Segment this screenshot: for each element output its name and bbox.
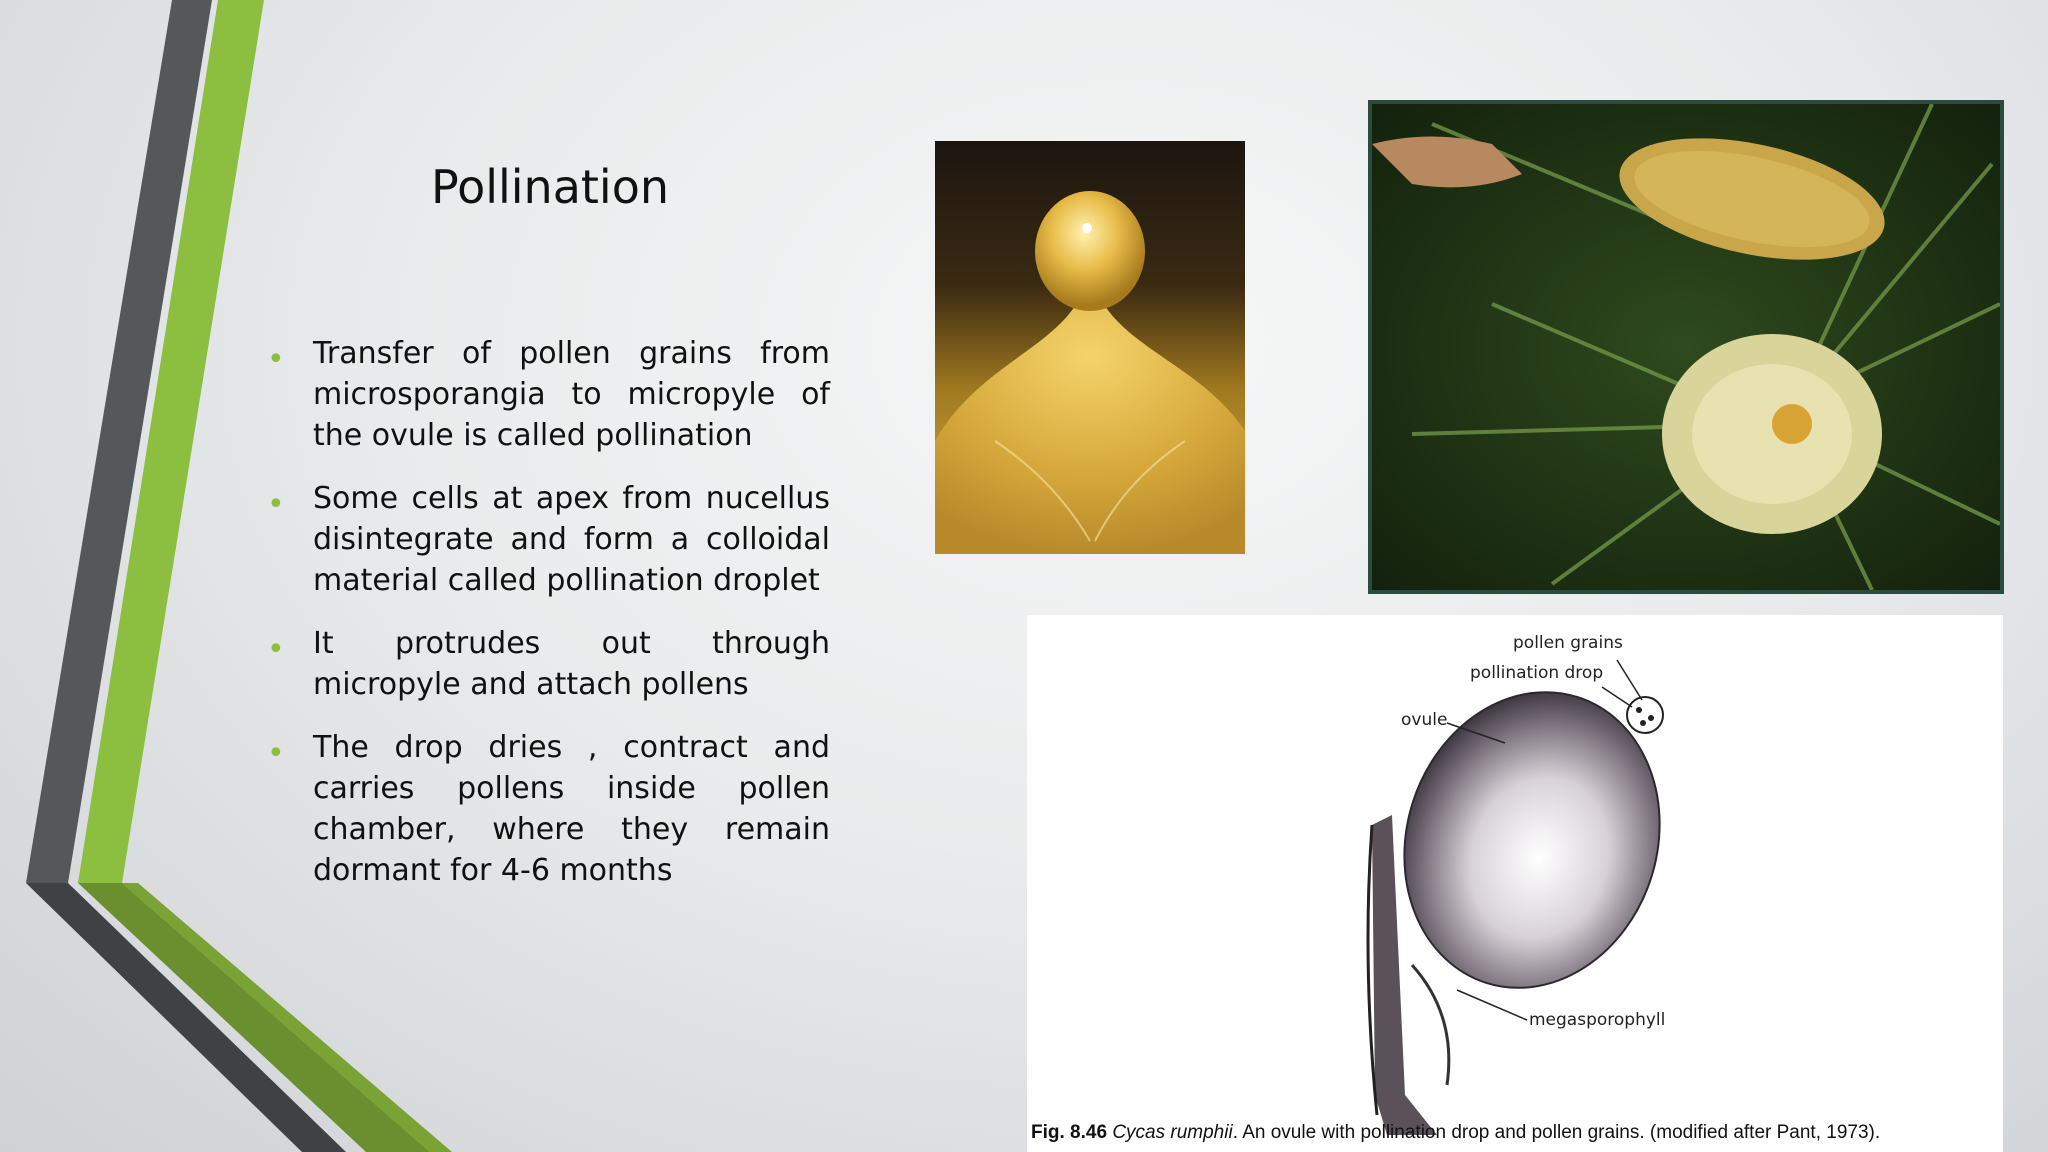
bullet-item: [260, 727, 830, 891]
pollination-droplet-photo: [935, 141, 1245, 554]
ovule-drawing: [1027, 615, 2003, 1152]
label-ovule: ovule: [1401, 710, 1448, 730]
bullet-dot-icon: •: [267, 487, 285, 522]
cycad-illustration: [1372, 104, 2000, 590]
caption-species: Cycas rumphii: [1112, 1122, 1233, 1143]
bullet-item: [260, 478, 830, 601]
bullet-list: [260, 333, 830, 913]
label-megasporophyll: megasporophyll: [1529, 1010, 1666, 1030]
gray-stripe-bottom: [26, 883, 346, 1152]
droplet-illustration: [935, 141, 1245, 554]
bullet-dot-icon: •: [267, 342, 285, 377]
slide-title: Pollination: [430, 160, 670, 214]
bullet-text: Transfer of pollen grains from microsporangia to micropyle of the ovule is called pollination: [313, 336, 830, 453]
label-pollen-grains: pollen grains: [1513, 633, 1623, 653]
bullet-item: [260, 333, 830, 456]
green-stripe-bottom: [78, 883, 430, 1152]
ovule-diagram-figure: [1027, 615, 2003, 1152]
figure-caption: [1031, 1122, 1999, 1144]
bullet-text: It protrudes out through micropyle and attach pollens: [313, 626, 830, 702]
bullet-text: Some cells at apex from nucellus disintegrate and form a colloidal material called pollination droplet: [313, 481, 830, 598]
bullet-item: [260, 623, 830, 705]
caption-fig-number: Fig. 8.46: [1031, 1122, 1108, 1143]
caption-text: . An ovule with pollination drop and pollen grains. (modified after Pant, 1973).: [1232, 1122, 1881, 1143]
label-pollination-drop: pollination drop: [1470, 663, 1604, 683]
bullet-dot-icon: •: [267, 736, 285, 771]
cycad-cone-photo: [1368, 100, 2004, 594]
bullet-text: The drop dries , contract and carries pollens inside pollen chamber, where they remain dormant for 4-6 months: [313, 730, 830, 888]
bullet-dot-icon: •: [267, 632, 285, 667]
